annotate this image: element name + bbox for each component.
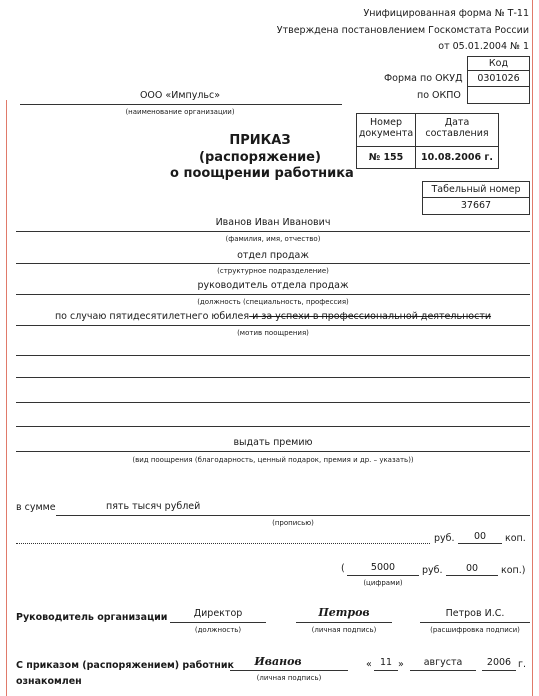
okud-value: 0301026 xyxy=(477,73,520,84)
sum-words-caption: (прописью) xyxy=(272,519,314,527)
okpo-label: по ОКПО xyxy=(417,90,461,101)
doc-date-header: Дата составления xyxy=(415,113,499,147)
doc-number-cell xyxy=(356,146,416,169)
title-order: ПРИКАЗ xyxy=(229,133,291,148)
code-header-cell: Код xyxy=(467,56,530,70)
head-decode-underline xyxy=(420,622,530,623)
employee-ack-label-2: ознакомлен xyxy=(16,676,82,687)
blank-line-1 xyxy=(16,355,530,356)
okud-label: Форма по ОКУД xyxy=(384,73,463,84)
blank-line-3 xyxy=(16,402,530,403)
doc-date-cell xyxy=(415,146,499,169)
tabel-value-cell xyxy=(422,197,530,215)
rub2-label: руб. xyxy=(422,565,443,576)
month-underline xyxy=(410,670,476,671)
reward-type: выдать премию xyxy=(233,437,313,448)
head-position-caption: (должность) xyxy=(194,626,242,634)
blank-line-4 xyxy=(16,426,530,427)
employee-department: отдел продаж xyxy=(237,250,309,261)
sum-continuation-line xyxy=(16,543,430,544)
motive-main: по случаю пятидесятилетнего юбилея xyxy=(54,311,250,322)
head-label: Руководитель организации xyxy=(16,612,168,623)
employee-signature: Иванов xyxy=(254,655,302,668)
kop2-value: 00 xyxy=(465,563,479,574)
right-margin-line xyxy=(532,0,533,696)
sum-words: пять тысяч рублей xyxy=(106,501,201,512)
title-subject: о поощрении работника xyxy=(170,166,354,181)
organization-underline xyxy=(20,104,342,105)
kop-value: 00 xyxy=(473,531,487,542)
form-line-3: от 05.01.2004 № 1 xyxy=(438,41,529,52)
ack-year: 2006 xyxy=(486,657,512,668)
form-line-1: Унифицированная форма № Т-11 xyxy=(363,8,529,19)
kop-label: коп. xyxy=(505,533,526,544)
left-margin-line xyxy=(6,100,7,696)
doc-number-header: Номер документа xyxy=(356,113,416,147)
motive-underline xyxy=(16,325,530,326)
head-signature-underline xyxy=(296,622,392,623)
head-signature: Петров xyxy=(318,606,370,619)
ack-day: 11 xyxy=(379,657,393,668)
kop2-label: коп.) xyxy=(501,565,526,576)
employee-name: Иванов Иван Иванович xyxy=(215,217,331,228)
date-quote-close: » xyxy=(398,659,404,670)
amount-open-paren: ( xyxy=(341,563,345,574)
position-underline xyxy=(16,294,530,295)
form-line-2: Утверждена постановлением Госкомстата России xyxy=(276,25,529,36)
title-directive: (распоряжение) xyxy=(199,150,321,165)
head-position-underline xyxy=(170,622,266,623)
employee-ack-label-1: С приказом (распоряжением) работник xyxy=(16,660,234,671)
employee-name-caption: (фамилия, имя, отчество) xyxy=(225,235,321,243)
rub-label: руб. xyxy=(434,533,455,544)
amount-digits-underline xyxy=(347,575,419,576)
employee-position: руководитель отдела продаж xyxy=(197,280,349,291)
year-underline xyxy=(482,670,516,671)
head-decode: Петров И.С. xyxy=(445,608,505,619)
head-signature-caption: (личная подпись) xyxy=(311,626,377,634)
okpo-cell xyxy=(467,87,530,104)
amount-digits: 5000 xyxy=(370,562,396,573)
motive-caption: (мотив поощрения) xyxy=(237,329,309,337)
kop2-underline xyxy=(446,575,498,576)
sum-label: в сумме xyxy=(16,502,56,513)
tabel-header-cell xyxy=(422,181,530,198)
department-caption: (структурное подразделение) xyxy=(217,267,329,275)
employee-signature-underline xyxy=(230,670,348,671)
organization-name: ООО «Импульс» xyxy=(139,90,221,101)
head-decode-caption: (расшифровка подписи) xyxy=(430,626,520,634)
employee-name-underline xyxy=(16,231,530,232)
okud-cell xyxy=(467,70,530,87)
reward-motive xyxy=(16,311,530,322)
digits-caption: (цифрами) xyxy=(363,579,403,587)
ack-month: августа xyxy=(423,657,463,668)
kop-underline xyxy=(458,543,502,544)
day-underline xyxy=(374,670,398,671)
organization-caption: (наименование организации) xyxy=(125,108,235,116)
tabel-label: Табельный номер xyxy=(431,184,521,195)
reward-type-underline xyxy=(16,451,530,452)
employee-signature-caption: (личная подпись) xyxy=(256,674,322,682)
blank-line-2 xyxy=(16,377,530,378)
motive-struck: и за успехи в профессиональной деятельности xyxy=(249,311,492,322)
reward-type-caption: (вид поощрения (благодарность, ценный подарок, премия и др. – указать)) xyxy=(132,456,414,464)
ack-year-suffix: г. xyxy=(518,659,527,670)
sum-words-underline xyxy=(56,515,530,516)
doc-number: № 155 xyxy=(368,152,404,163)
doc-date: 10.08.2006 г. xyxy=(421,152,493,163)
head-position: Директор xyxy=(193,608,243,619)
position-caption: (должность (специальность, профессия) xyxy=(197,298,349,306)
date-quote-open: « xyxy=(366,659,372,670)
department-underline xyxy=(16,263,530,264)
tabel-value: 37667 xyxy=(460,200,492,211)
